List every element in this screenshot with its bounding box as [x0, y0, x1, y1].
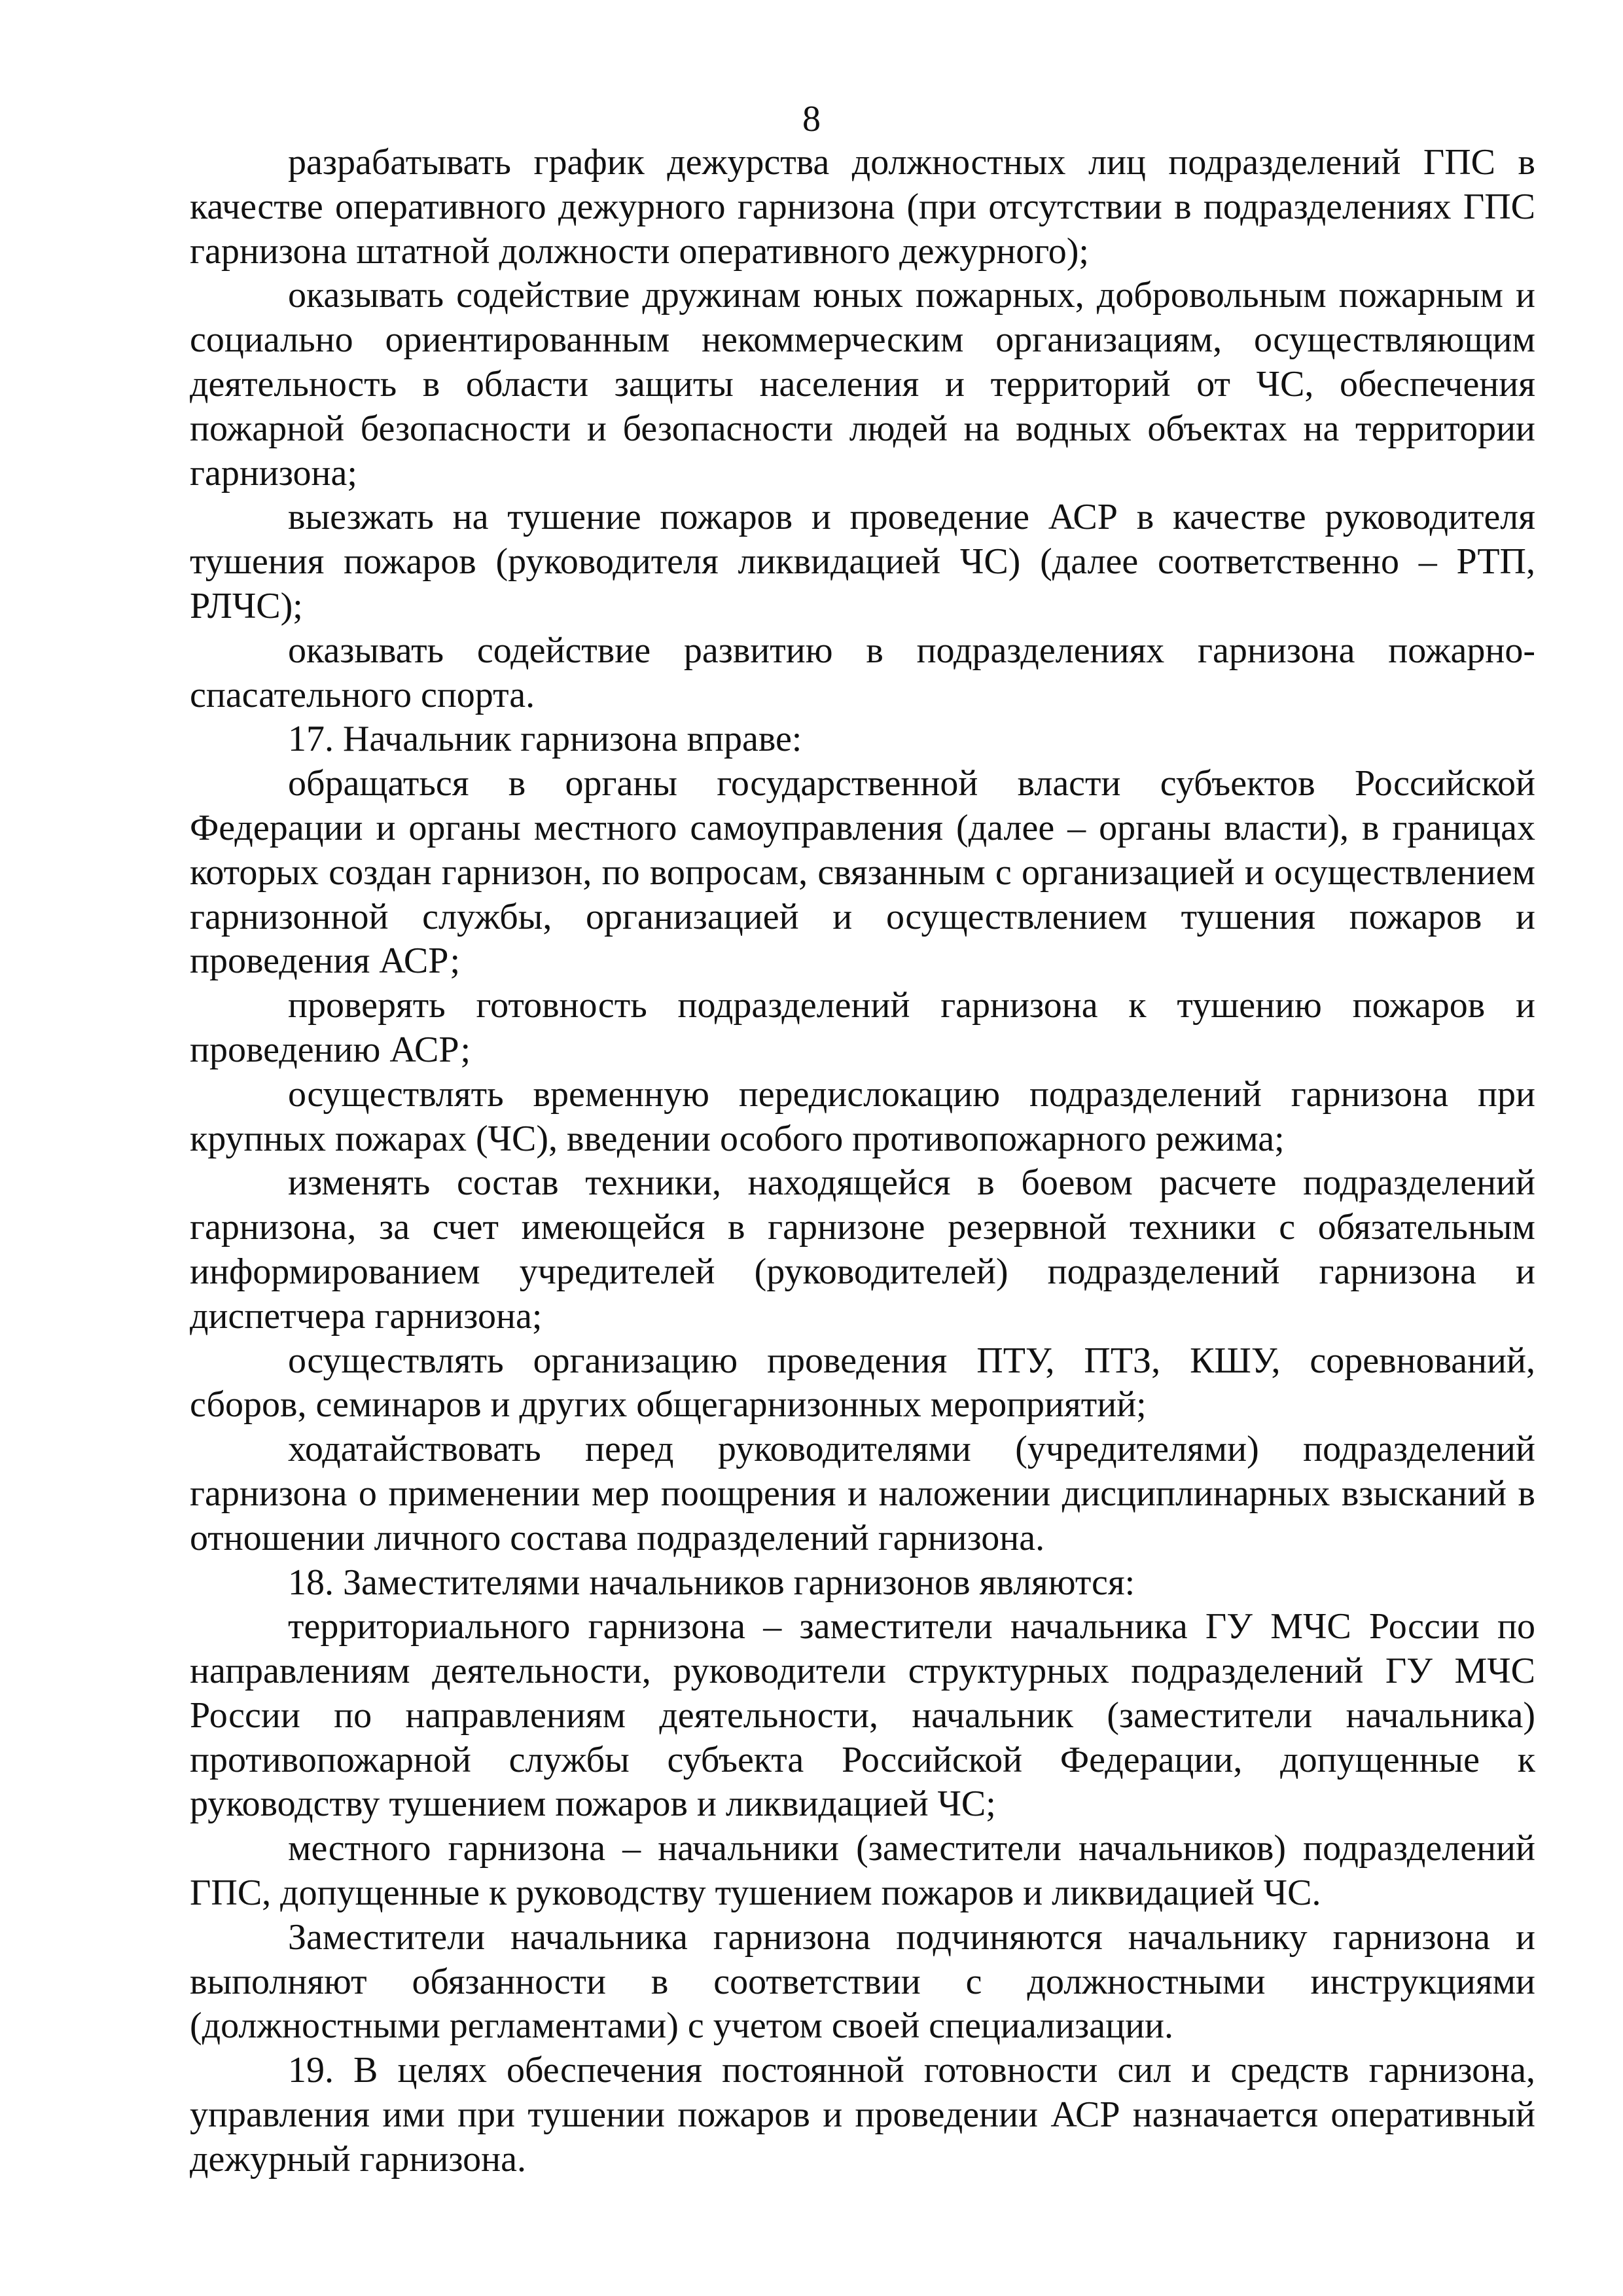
- paragraph-deputies-subordination: Заместители начальника гарнизона подчиняются начальнику гарнизона и выполняют обязанности в соответствии с должностными инструкциями (должностными регламентами) с учетом своей специализации.: [190, 1916, 1535, 2047]
- paragraph-check-readiness: проверять готовность подразделений гарнизона к тушению пожаров и проведению АСР;: [190, 985, 1535, 1070]
- section-18-heading: 18. Заместителями начальников гарнизонов являются:: [288, 1562, 1135, 1603]
- page-number: 8: [802, 99, 821, 139]
- paragraph-temporary-relocation: осуществлять временную передислокацию подразделений гарнизона при крупных пожарах (ЧС), введении особого противопожарного режима;: [190, 1073, 1535, 1159]
- paragraph-organize-exercises: осуществлять организацию проведения ПТУ, ПТЗ, КШУ, соревнований, сборов, семинаров и других общегарнизонных мероприятий;: [190, 1340, 1535, 1426]
- paragraph-rescue-sport: оказывать содействие развитию в подразделениях гарнизона пожарно-спасательного спорта.: [190, 630, 1535, 715]
- section-19-paragraph: 19. В целях обеспечения постоянной готовности сил и средств гарнизона, управления ими при тушении пожаров и проведении АСР назначается оперативный дежурный гарнизона.: [190, 2050, 1535, 2179]
- paragraph-change-equipment: изменять состав техники, находящейся в боевом расчете подразделений гарнизона, за счет имеющейся в гарнизоне резервной техники с обязательным информированием учредителей (руководителей) подразделений гарнизона и диспетчера гарнизона;: [190, 1162, 1535, 1336]
- paragraph-duty-schedule: разрабатывать график дежурства должностных лиц подразделений ГПС в качестве оперативного дежурного гарнизона (при отсутствии в подразделениях ГПС гарнизона штатной должности оперативного дежурного);: [190, 142, 1535, 272]
- paragraph-petition-rewards: ходатайствовать перед руководителями (учредителями) подразделений гарнизона о применении мер поощрения и наложении дисциплинарных взысканий в отношении личного состава подразделений гарнизона.: [190, 1429, 1535, 1558]
- paragraph-appeal-authorities: обращаться в органы государственной власти субъектов Российской Федерации и органы местного самоуправления (далее – органы власти), в границах которых создан гарнизон, по вопросам, связанным с организацией и осуществлением гарнизонной службы, организацией и осуществлением тушения пожаров и проведения АСР;: [190, 763, 1535, 982]
- paragraph-assist-organizations: оказывать содействие дружинам юных пожарных, добровольным пожарным и социально ориентированным некоммерческим организациям, осуществляющим деятельность в области защиты населения и территорий от ЧС, обеспечения пожарной безопасности и безопасности людей на водных объектах на территории гарнизона;: [190, 275, 1535, 493]
- paragraph-territorial-garrison: территориального гарнизона – заместители начальника ГУ МЧС России по направлениям деятельности, руководители структурных подразделений ГУ МЧС России по направлениям деятельности, начальник (заместители начальника) противопожарной службы субъекта Российской Федерации, допущенные к руководству тушением пожаров и ликвидацией ЧС;: [190, 1606, 1535, 1825]
- paragraph-local-garrison: местного гарнизона – начальники (заместители начальников) подразделений ГПС, допущенные к руководству тушением пожаров и ликвидацией ЧС.: [190, 1828, 1535, 1914]
- document-body: [190, 141, 1535, 2182]
- paragraph-fire-response: выезжать на тушение пожаров и проведение АСР в качестве руководителя тушения пожаров (руководителя ликвидацией ЧС) (далее соответственно – РТП, РЛЧС);: [190, 497, 1535, 626]
- section-17-heading: 17. Начальник гарнизона вправе:: [288, 719, 802, 760]
